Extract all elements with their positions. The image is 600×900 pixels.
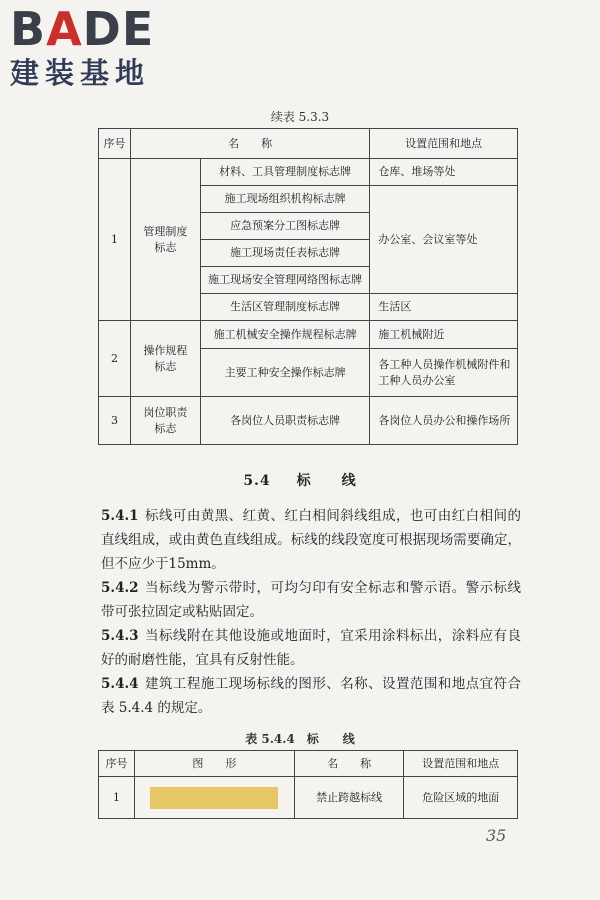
row-num: 2 xyxy=(99,321,131,397)
paragraph: 5.4.1 标线可由黄黑、红黄、红白相间斜线组成，也可由红白相间的直线组成，或由黄色直线组成。标线的线段宽度可根据现场需要确定，但不应少于15mm。 xyxy=(101,508,521,572)
item-name: 施工现场安全管理网络图标志牌 xyxy=(200,267,370,294)
row-num: 1 xyxy=(99,159,131,321)
section-heading: 5.4 标 线 xyxy=(243,473,357,489)
row-category: 岗位职责标志 xyxy=(130,397,200,445)
header-num: 序号 xyxy=(99,751,135,777)
paragraph: 5.4.2 当标线为警示带时，可均匀印有安全标志和警示语。警示标线带可张拉固定或粘贴固定。 xyxy=(101,580,521,620)
item-name: 应急预案分工图标志牌 xyxy=(200,213,370,240)
item-name: 施工现场责任表标志牌 xyxy=(200,240,370,267)
item-name: 主要工种安全操作标志牌 xyxy=(200,349,370,397)
marking-place: 危险区域的地面 xyxy=(404,777,518,819)
item-place: 仓库、堆场等处 xyxy=(370,159,518,186)
item-name: 材料、工具管理制度标志牌 xyxy=(200,159,370,186)
marking-table xyxy=(98,750,518,819)
signage-table xyxy=(98,128,518,445)
figure-cell xyxy=(134,777,294,819)
header-place: 设置范围和地点 xyxy=(404,751,518,777)
item-name: 施工现场组织机构标志牌 xyxy=(200,186,370,213)
item-name: 各岗位人员职责标志牌 xyxy=(200,397,370,445)
item-place: 各工种人员操作机械附件和工种人员办公室 xyxy=(370,349,518,397)
header-place: 设置范围和地点 xyxy=(370,129,518,159)
header-name: 名 称 xyxy=(294,751,404,777)
paragraph: 5.4.4 建筑工程施工现场标线的图形、名称、设置范围和地点宜符合表 5.4.4 的规定。 xyxy=(101,676,521,716)
item-place: 施工机械附近 xyxy=(370,321,518,349)
brand-logo xyxy=(10,2,180,90)
header-name: 名 称 xyxy=(130,129,369,159)
logo-subtitle: 建装基地 xyxy=(10,56,151,90)
paragraph: 5.4.3 当标线附在其他设施或地面时，宜采用涂料标出，涂料应有良好的耐磨性能，宜具有反射性能。 xyxy=(101,628,521,668)
table-caption: 表 5.4.4 标 线 xyxy=(245,732,355,746)
header-num: 序号 xyxy=(99,129,131,159)
item-place: 各岗位人员办公和操作场所 xyxy=(370,397,518,445)
header-figure: 图 形 xyxy=(134,751,294,777)
row-category: 操作规程标志 xyxy=(130,321,200,397)
row-num: 3 xyxy=(99,397,131,445)
item-place: 办公室、会议室等处 xyxy=(370,186,518,294)
item-name: 施工机械安全操作规程标志牌 xyxy=(200,321,370,349)
row-category: 管理制度标志 xyxy=(130,159,200,321)
item-place: 生活区 xyxy=(370,294,518,321)
marking-name: 禁止跨越标线 xyxy=(294,777,404,819)
logo-wordmark: BADE xyxy=(10,2,155,56)
table-caption: 续表 5.3.3 xyxy=(270,110,330,124)
yellow-line-swatch xyxy=(150,787,278,809)
row-num: 1 xyxy=(99,777,135,819)
item-name: 生活区管理制度标志牌 xyxy=(200,294,370,321)
page-number: 35 xyxy=(486,826,507,845)
